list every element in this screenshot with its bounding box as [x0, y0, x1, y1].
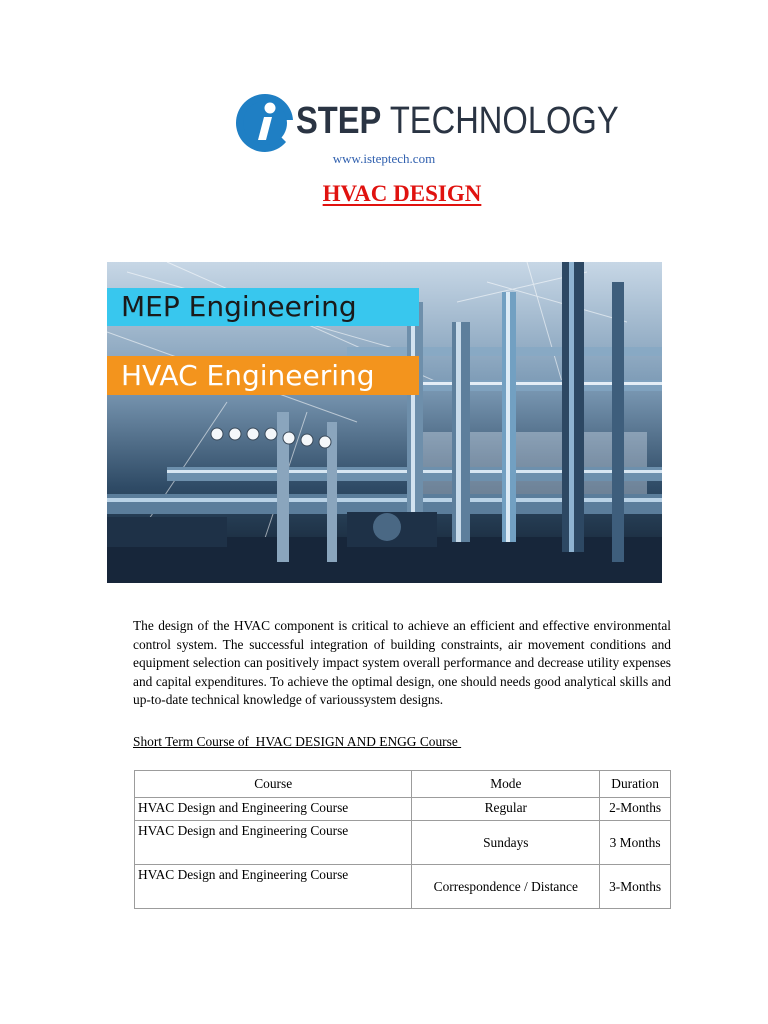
description-paragraph: The design of the HVAC component is critical to achieve an efficient and effective environmental control system. The successful integration of building constraints, air movement conditions and equipment selection can positively impact system overall performance and decrease utility expenses and capital expenditures. To achieve the optimal design, one should needs good analytical skills and up-to-date technical knowledge of varioussystem designs.	[133, 618, 671, 708]
cell-mode: Regular	[412, 798, 600, 821]
table-row	[135, 798, 671, 821]
cell-duration: 3 Months	[600, 821, 671, 865]
table-row	[135, 865, 671, 909]
page-title	[0, 181, 768, 207]
brand-name-bold: STEP	[296, 100, 382, 142]
cell-mode: Correspondence / Distance	[412, 865, 600, 909]
course-table	[134, 770, 671, 909]
header-duration: Duration	[600, 771, 671, 798]
header-course: Course	[135, 771, 412, 798]
course-heading: Short Term Course of HVAC DESIGN AND ENGG Course	[133, 734, 462, 749]
page-title-text: HVAC DESIGN	[322, 181, 482, 206]
info-i-icon	[234, 92, 296, 154]
banner-image	[107, 262, 662, 583]
brand-name	[296, 100, 619, 143]
banner-line-mep: MEP Engineering	[107, 288, 419, 326]
cell-mode: Sundays	[412, 821, 600, 865]
cell-course: HVAC Design and Engineering Course	[135, 798, 412, 821]
website-link[interactable]: www.isteptech.com	[332, 151, 436, 166]
brand-name-light: TECHNOLOGY	[389, 100, 619, 142]
table-header-row	[135, 771, 671, 798]
table-row	[135, 821, 671, 865]
header-mode: Mode	[412, 771, 600, 798]
cell-course: HVAC Design and Engineering Course	[135, 821, 412, 865]
cell-duration: 3-Months	[600, 865, 671, 909]
cell-duration: 2-Months	[600, 798, 671, 821]
cell-course: HVAC Design and Engineering Course	[135, 865, 412, 909]
banner-line-hvac: HVAC Engineering	[107, 356, 419, 395]
